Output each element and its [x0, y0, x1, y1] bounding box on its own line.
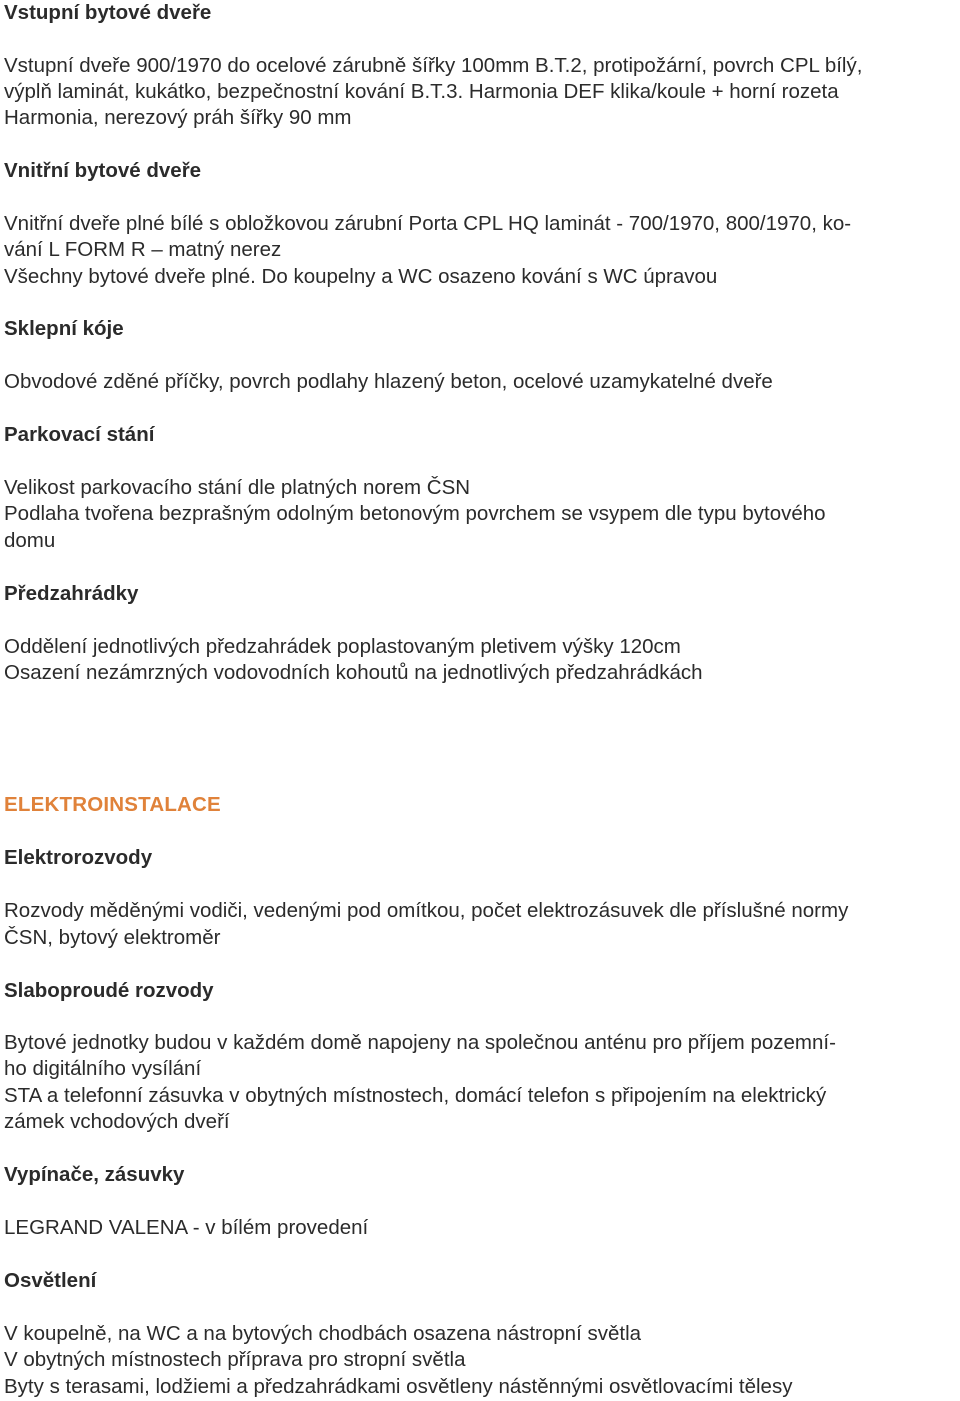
- text-line: Rozvody měděnými vodiči, vedenými pod omítkou, počet elektrozásuvek dle příslušné normy: [4, 899, 849, 922]
- heading-gardens: Předzahrádky: [4, 582, 139, 605]
- text-line: Velikost parkovacího stání dle platných norem ČSN: [4, 476, 471, 499]
- heading-parking: Parkovací stání: [4, 423, 155, 446]
- heading-low-voltage: Slaboproudé rozvody: [4, 979, 214, 1002]
- text-line: LEGRAND VALENA - v bílém provedení: [4, 1216, 369, 1239]
- heading-interior-doors: Vnitřní bytové dveře: [4, 159, 202, 182]
- section-title-electro: ELEKTROINSTALACE: [4, 793, 221, 816]
- heading-entry-doors: Vstupní bytové dveře: [4, 1, 212, 24]
- text-line: vání L FORM R – matný nerez: [4, 238, 282, 261]
- text-line: ho digitálního vysílání: [4, 1057, 202, 1080]
- text-line: Bytové jednotky budou v každém domě napojeny na společnou anténu pro příjem pozemní-: [4, 1031, 836, 1054]
- text-line: Byty s terasami, lodžiemi a předzahrádkami osvětleny nástěnnými osvětlovacími tělesy: [4, 1375, 793, 1398]
- heading-switches: Vypínače, zásuvky: [4, 1163, 185, 1186]
- text-line: Všechny bytové dveře plné. Do koupelny a WC osazeno kování s WC úpravou: [4, 265, 718, 288]
- text-line: ČSN, bytový elektroměr: [4, 926, 221, 949]
- text-line: domu: [4, 529, 56, 552]
- text-line: Osazení nezámrzných vodovodních kohoutů na jednotlivých předzahrádkách: [4, 661, 703, 684]
- text-line: Oddělení jednotlivých předzahrádek poplastovaným pletivem výšky 120cm: [4, 635, 681, 658]
- text-line: Podlaha tvořena bezprašným odolným betonovým povrchem se vsypem dle typu bytového: [4, 502, 826, 525]
- heading-cellar: Sklepní kóje: [4, 317, 124, 340]
- text-line: STA a telefonní zásuvka v obytných místnostech, domácí telefon s připojením na elektrický: [4, 1084, 827, 1107]
- text-line: Vstupní dveře 900/1970 do ocelové zárubně šířky 100mm B.T.2, protipožární, povrch CPL bílý,: [4, 54, 863, 77]
- text-line: Harmonia, nerezový práh šířky 90 mm: [4, 106, 352, 129]
- text-line: V obytných místnostech příprava pro stropní světla: [4, 1348, 466, 1371]
- text-line: V koupelně, na WC a na bytových chodbách osazena nástropní světla: [4, 1322, 642, 1345]
- heading-lighting: Osvětlení: [4, 1269, 97, 1292]
- heading-wiring: Elektrorozvody: [4, 846, 153, 869]
- text-line: Vnitřní dveře plné bílé s obložkovou zárubní Porta CPL HQ laminát - 700/1970, 800/1970, ko-: [4, 212, 852, 235]
- text-line: Obvodové zděné příčky, povrch podlahy hlazený beton, ocelové uzamykatelné dveře: [4, 370, 773, 393]
- text-line: zámek vchodových dveří: [4, 1110, 230, 1133]
- text-line: výplň laminát, kukátko, bezpečnostní kování B.T.3. Harmonia DEF klika/koule + horní rozeta: [4, 80, 839, 103]
